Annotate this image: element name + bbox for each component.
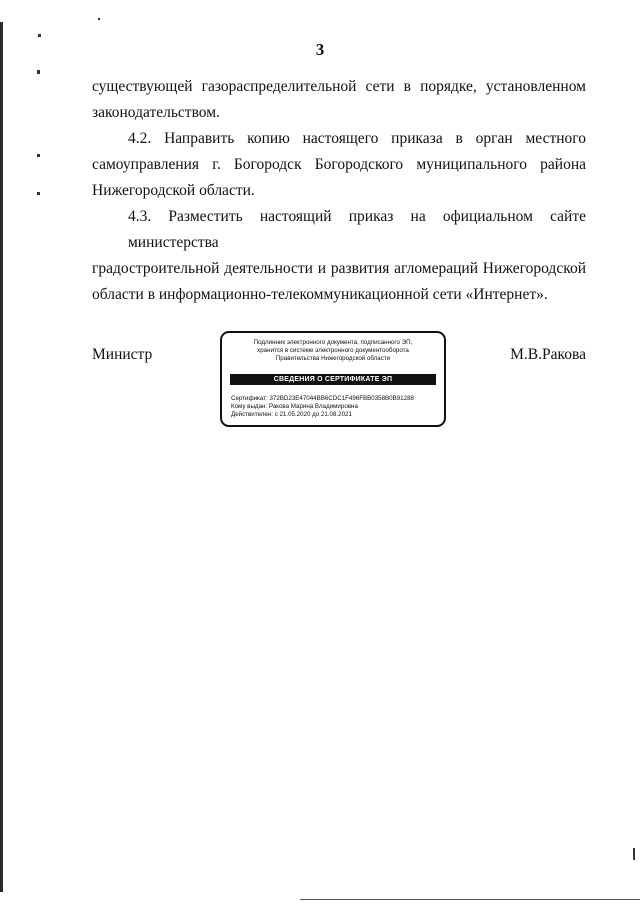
scan-speck [37, 70, 40, 74]
text-line: самоуправления г. Богородск Богородского муниципального района [92, 156, 586, 173]
stamp-certificate-id: Сертификат: 372BD23E47044BB6CDC1F496FBB0358B0B91288 [231, 395, 414, 402]
stamp-details [231, 395, 438, 419]
electronic-signature-stamp [220, 331, 446, 427]
text-line: законодательством. [92, 104, 220, 121]
scan-speck [633, 848, 635, 860]
scan-bottom-line [300, 899, 640, 900]
stamp-header [228, 339, 438, 363]
scan-speck [38, 34, 41, 37]
scan-speck [37, 154, 40, 157]
document-body [92, 74, 586, 308]
stamp-certificate-band: СВЕДЕНИЯ О СЕРТИФИКАТЕ ЭП [230, 374, 436, 385]
text-line: Нижегородской области. [92, 182, 255, 199]
scan-speck [37, 192, 40, 195]
paragraph-4-2 [92, 126, 586, 204]
page-number: 3 [315, 40, 325, 59]
text-line: существующей газораспределительной сети в порядке, установленном [92, 78, 586, 95]
scan-speck [98, 18, 100, 20]
paragraph-1 [92, 74, 586, 126]
stamp-header-line: Подлинник электронного документа, подписанного ЭП, [253, 339, 413, 346]
text-line: области в информационно-телекоммуникационной сети «Интернет». [92, 286, 548, 303]
text-line: 4.3. Разместить настоящий приказ на официальном сайте министерства [128, 208, 586, 251]
stamp-header-line: хранится в системе электронного документооборота [257, 347, 409, 354]
scan-edge-shadow [0, 22, 3, 892]
signatory-position: Министр [92, 346, 153, 363]
text-line: градостроительной деятельности и развития агломераций Нижегородской [92, 260, 586, 277]
text-line: 4.2. Направить копию настоящего приказа в орган местного [128, 130, 586, 147]
signatory-name: М.В.Ракова [510, 346, 586, 363]
paragraph-4-3 [92, 204, 586, 308]
stamp-validity: Действителен: с 21.05.2020 до 21.08.2021 [231, 411, 352, 418]
stamp-issued-to: Кому выдан: Ракова Марина Владимировна [231, 403, 358, 410]
stamp-header-line: Правительства Нижегородской области [275, 355, 391, 362]
